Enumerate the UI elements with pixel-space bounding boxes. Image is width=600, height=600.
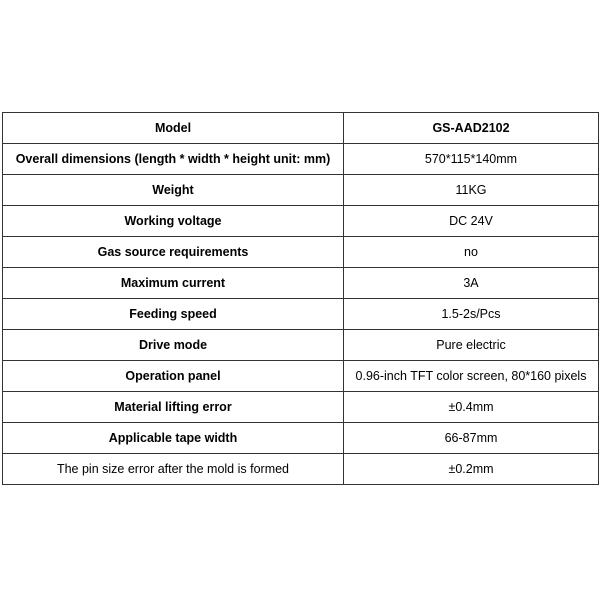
table-row: [3, 454, 599, 485]
spec-value: 11KG: [344, 175, 599, 206]
spec-label: Weight: [3, 175, 344, 206]
spec-value: 1.5-2s/Pcs: [344, 299, 599, 330]
spec-value: ±0.2mm: [344, 454, 599, 485]
table-row: [3, 330, 599, 361]
spec-value: no: [344, 237, 599, 268]
model-label: Model: [3, 113, 344, 144]
table-row: [3, 144, 599, 175]
table-row: [3, 237, 599, 268]
spec-value: DC 24V: [344, 206, 599, 237]
table-row: [3, 206, 599, 237]
table-row: [3, 423, 599, 454]
table-row: [3, 361, 599, 392]
spec-label: Operation panel: [3, 361, 344, 392]
table-row: [3, 392, 599, 423]
spec-value: 570*115*140mm: [344, 144, 599, 175]
spec-value: Pure electric: [344, 330, 599, 361]
spec-table: [2, 112, 599, 485]
table-row: [3, 299, 599, 330]
spec-label: Applicable tape width: [3, 423, 344, 454]
spec-value: ±0.4mm: [344, 392, 599, 423]
spec-label: Maximum current: [3, 268, 344, 299]
spec-label: The pin size error after the mold is formed: [3, 454, 344, 485]
model-value: GS-AAD2102: [344, 113, 599, 144]
spec-value: 66-87mm: [344, 423, 599, 454]
table-row: [3, 268, 599, 299]
table-header-row: [3, 113, 599, 144]
table-row: [3, 175, 599, 206]
spec-value: 3A: [344, 268, 599, 299]
spec-label: Gas source requirements: [3, 237, 344, 268]
spec-label: Feeding speed: [3, 299, 344, 330]
spec-label: Material lifting error: [3, 392, 344, 423]
spec-label: Overall dimensions (length * width * height unit: mm): [3, 144, 344, 175]
spec-label: Drive mode: [3, 330, 344, 361]
spec-value: 0.96-inch TFT color screen, 80*160 pixels: [344, 361, 599, 392]
spec-label: Working voltage: [3, 206, 344, 237]
